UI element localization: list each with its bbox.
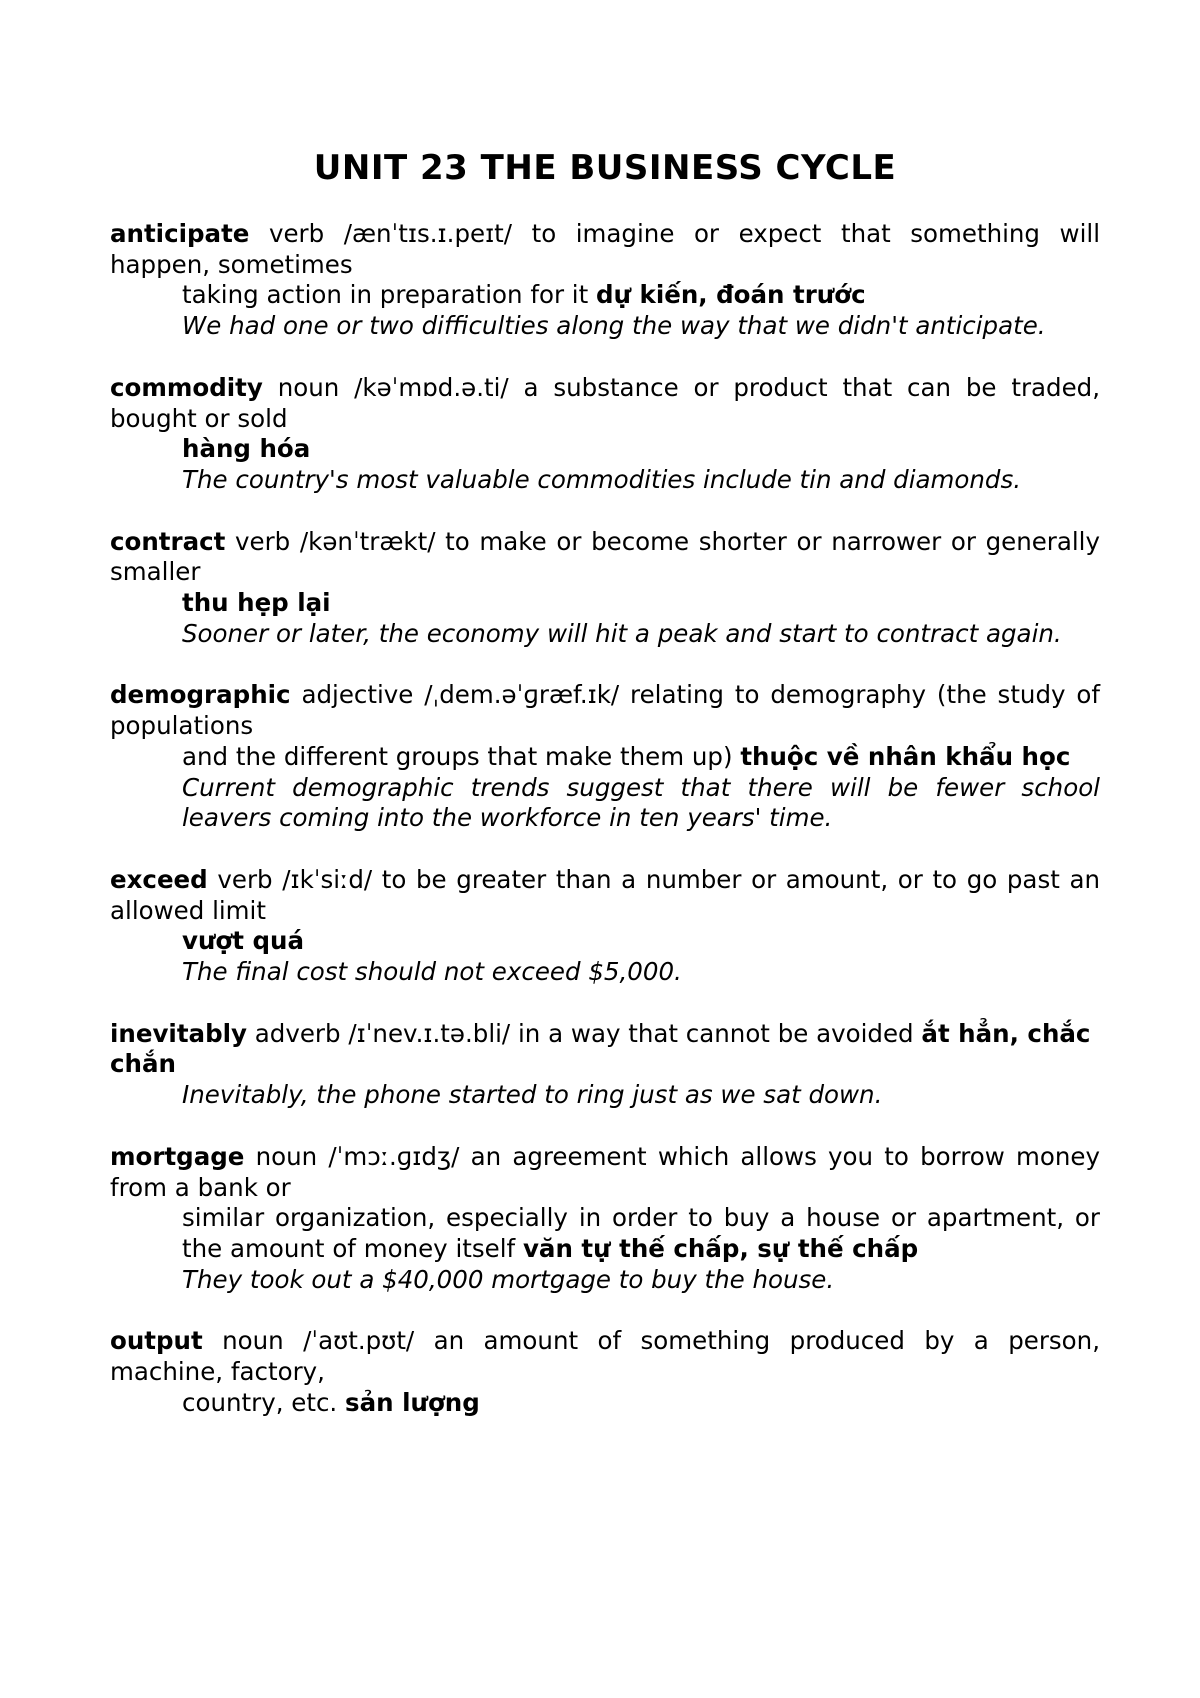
vietnamese-translation: thu hẹp lại — [182, 588, 331, 618]
entry-definition — [110, 1142, 1100, 1203]
headword: inevitably — [110, 1018, 247, 1048]
definition-continuation — [110, 280, 1100, 311]
entry-contract — [110, 527, 1100, 650]
entry-definition — [110, 527, 1100, 588]
definition-continuation — [110, 1203, 1100, 1264]
vietnamese-translation: thuộc về nhân khẩu học — [740, 741, 1071, 771]
headword: contract — [110, 526, 226, 556]
entry-output — [110, 1326, 1100, 1418]
definition-text: verb /ænˈtɪs.ɪ.peɪt/ to imagine or expect that something will happen, sometimes — [110, 219, 1100, 279]
vietnamese-translation: vượt quá — [182, 926, 304, 956]
example-sentence: Current demographic trends suggest that there will be fewer school leavers coming into the workforce in ten years' time. — [182, 772, 1100, 833]
entry-definition — [110, 1019, 1100, 1080]
definition-text: noun /kəˈmɒd.ə.ti/ a substance or product that can be traded, bought or sold — [110, 372, 1100, 433]
example-sentence: Sooner or later, the economy will hit a peak and start to contract again. — [182, 618, 1062, 648]
entry-anticipate — [110, 219, 1100, 342]
example-sentence: Inevitably, the phone started to ring just as we sat down. — [182, 1080, 883, 1110]
definition-text: noun /ˈmɔː.ɡɪdʒ/ an agreement which allows you to borrow money from a bank or — [110, 1141, 1100, 1202]
entry-exceed — [110, 865, 1100, 988]
continuation-text: country, etc. — [182, 1387, 338, 1417]
entry-definition — [110, 865, 1100, 926]
entry-definition — [110, 219, 1100, 280]
entry-definition — [110, 680, 1100, 741]
entry-mortgage — [110, 1142, 1100, 1296]
entry-definition — [110, 373, 1100, 434]
headword: demographic — [110, 680, 291, 710]
headword: output — [110, 1326, 203, 1356]
definition-text: verb /kənˈtrækt/ to make or become shorter or narrower or generally smaller — [110, 526, 1100, 587]
example-sentence: The final cost should not exceed $5,000. — [182, 957, 682, 987]
definition-continuation — [110, 742, 1100, 773]
continuation-text: and the different groups that make them up) — [182, 741, 733, 771]
example-sentence: We had one or two difficulties along the way that we didn't anticipate. — [182, 311, 1046, 341]
example-sentence: They took out a $40,000 mortgage to buy the house. — [182, 1264, 835, 1294]
vietnamese-translation: hàng hóa — [182, 434, 311, 464]
vietnamese-translation: văn tự thế chấp, sự thế chấp — [522, 1233, 919, 1263]
headword: exceed — [110, 864, 208, 894]
headword: mortgage — [110, 1141, 245, 1171]
page-title: UNIT 23 THE BUSINESS CYCLE — [313, 148, 897, 188]
definition-text: adjective /ˌdem.əˈɡræf.ɪk/ relating to demography (the study of populations — [110, 680, 1100, 741]
vietnamese-translation: dự kiến, đoán trước — [596, 280, 866, 310]
headword: commodity — [110, 372, 263, 402]
entry-inevitably — [110, 1019, 1100, 1111]
entry-definition — [110, 1326, 1100, 1387]
example-sentence: The country's most valuable commodities include tin and diamonds. — [182, 464, 1022, 494]
entry-demographic — [110, 680, 1100, 834]
definition-text: adverb /ɪˈnev.ɪ.tə.bli/ in a way that cannot be avoided — [254, 1018, 914, 1048]
continuation-text: similar organization, especially in order to buy a house or apartment, or the amount of money itself — [182, 1203, 1100, 1263]
definition-text: verb /ɪkˈsiːd/ to be greater than a number or amount, or to go past an allowed limit — [110, 864, 1100, 925]
definition-continuation — [110, 1388, 1100, 1419]
entry-commodity — [110, 373, 1100, 496]
vocabulary-list — [110, 219, 1100, 1450]
headword: anticipate — [110, 219, 250, 248]
vietnamese-translation: sản lượng — [345, 1387, 480, 1417]
continuation-text: taking action in preparation for it — [182, 280, 589, 310]
definition-text: noun /ˈaʊt.pʊt/ an amount of something produced by a person, machine, factory, — [110, 1326, 1100, 1387]
vietnamese-translation: ắt hẳn, chắc chắn — [110, 1018, 1091, 1079]
